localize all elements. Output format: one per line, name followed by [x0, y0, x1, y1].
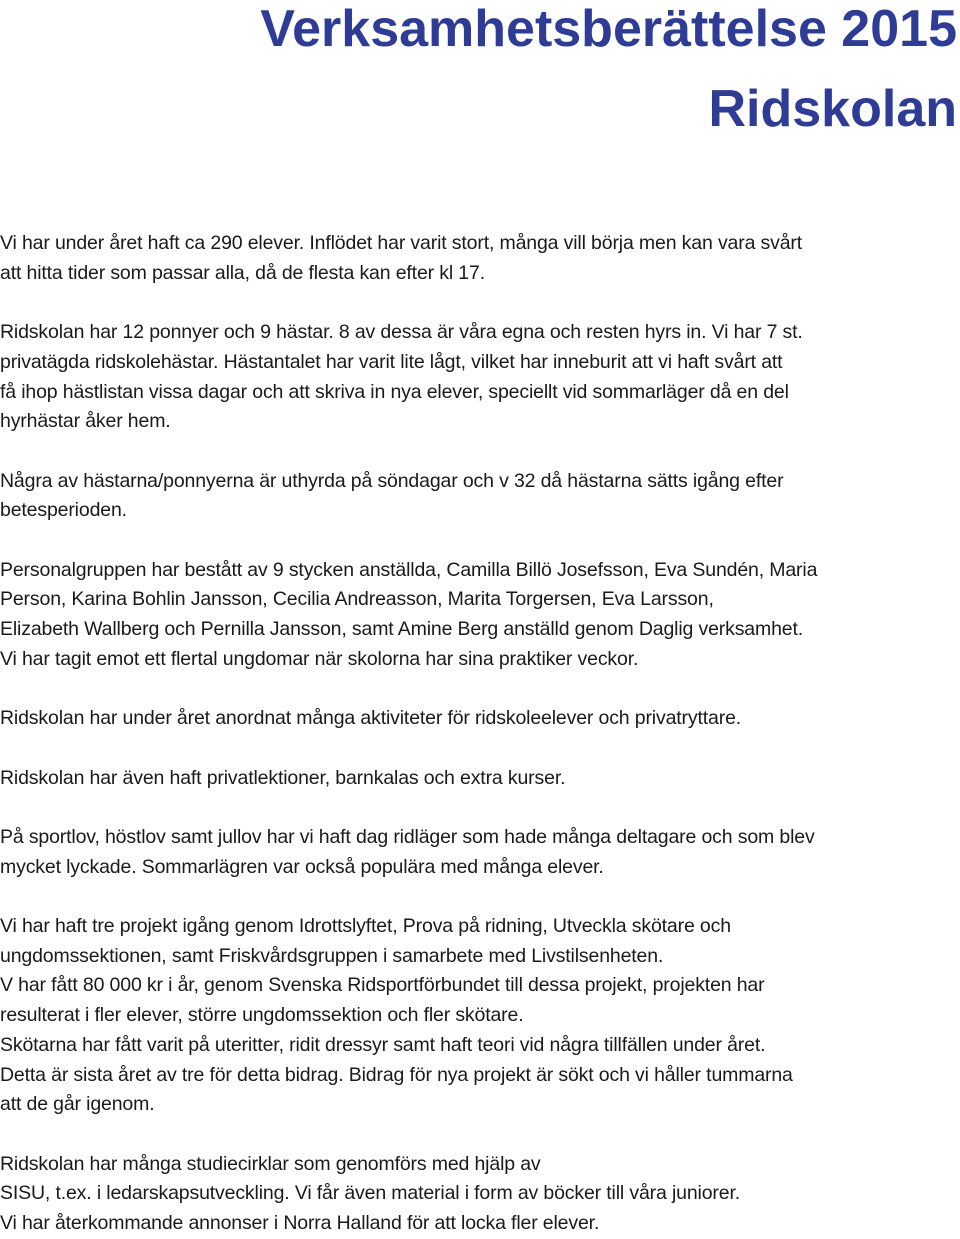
paragraph-students — [0, 229, 952, 288]
text-line: Vi har återkommande annonser i Norra Halland för att locka fler elever. — [0, 1212, 600, 1235]
text-line: Ridskolan har under året anordnat många aktiviteter för ridskoleelever och privatryttare. — [0, 707, 742, 730]
text-line: Några av hästarna/ponnyerna är uthyrda på söndagar och v 32 då hästarna sätts igång efter — [0, 469, 784, 492]
text-line: hyrhästar åker hem. — [0, 410, 171, 433]
text-line: Vi har under året haft ca 290 elever. Inflödet har varit stort, många vill börja men kan vara svårt — [0, 232, 803, 254]
text-line: privatägda ridskolehästar. Hästantalet har varit lite lågt, vilket har inneburit att vi haft svårt att — [0, 350, 783, 373]
text-line: Detta är sista året av tre för detta bidrag. Bidrag för nya projekt är sökt och vi håller tummarna — [0, 1063, 793, 1086]
title-line-2: Ridskolan — [708, 80, 957, 138]
text-line: få ihop hästlistan vissa dagar och att skriva in nya elever, speciellt vid sommarläger då en del — [0, 380, 789, 403]
text-line: SISU, t.ex. i ledarskapsutveckling. Vi får även material i form av böcker till våra juniorer. — [0, 1182, 740, 1205]
text-line: V har fått 80 000 kr i år, genom Svenska Ridsportförbundet till dessa projekt, projekten har — [0, 974, 765, 997]
text-line: betesperioden. — [0, 499, 127, 522]
text-line: Ridskolan har även haft privatlektioner, barnkalas och extra kurser. — [0, 766, 566, 789]
text-line: Person, Karina Bohlin Jansson, Cecilia Andreasson, Marita Torgersen, Eva Larsson, — [0, 588, 714, 611]
paragraph-rentals — [0, 467, 952, 526]
text-line: Ridskolan har många studiecirklar som genomförs med hjälp av — [0, 1152, 541, 1175]
paragraph-horses — [0, 318, 952, 437]
text-line: att hitta tider som passar alla, då de flesta kan efter kl 17. — [0, 261, 485, 284]
text-line: mycket lyckade. Sommarlägren var också populära med många elever. — [0, 855, 604, 878]
text-line: Vi har haft tre projekt igång genom Idrottslyftet, Prova på ridning, Utveckla skötare och — [0, 915, 731, 938]
paragraph-camps — [0, 823, 952, 882]
paragraph-activities — [0, 704, 952, 734]
title-line-1: Verksamhetsberättelse 2015 — [260, 0, 957, 58]
text-line: Personalgruppen har bestått av 9 stycken anställda, Camilla Billö Josefsson, Eva Sundén, Maria — [0, 558, 818, 581]
text-line: att de går igenom. — [0, 1093, 155, 1116]
paragraph-study-circles — [0, 1150, 952, 1239]
page-title — [5, 2, 957, 136]
paragraph-private-lessons — [0, 764, 952, 794]
text-line: Ridskolan har 12 ponnyer och 9 hästar. 8 av dessa är våra egna och resten hyrs in. Vi har 7 st. — [0, 321, 803, 344]
paragraph-projects — [0, 912, 952, 1120]
text-line: Skötarna har fått varit på uteritter, ridit dressyr samt haft teori vid några tillfällen under året. — [0, 1033, 766, 1056]
text-line: Elizabeth Wallberg och Pernilla Jansson, samt Amine Berg anställd genom Daglig verksamhet. — [0, 618, 804, 641]
text-line: resulterat i fler elever, större ungdomssektion och fler skötare. — [0, 1004, 524, 1027]
document-body — [0, 229, 952, 1239]
text-line: Vi har tagit emot ett flertal ungdomar när skolorna har sina praktiker veckor. — [0, 647, 639, 670]
document-page — [5, 0, 957, 136]
text-line: På sportlov, höstlov samt jullov har vi haft dag ridläger som hade många deltagare och som blev — [0, 825, 815, 848]
text-line: ungdomssektionen, samt Friskvårdsgruppen i samarbete med Livstilsenheten. — [0, 944, 664, 967]
paragraph-staff — [0, 556, 952, 675]
